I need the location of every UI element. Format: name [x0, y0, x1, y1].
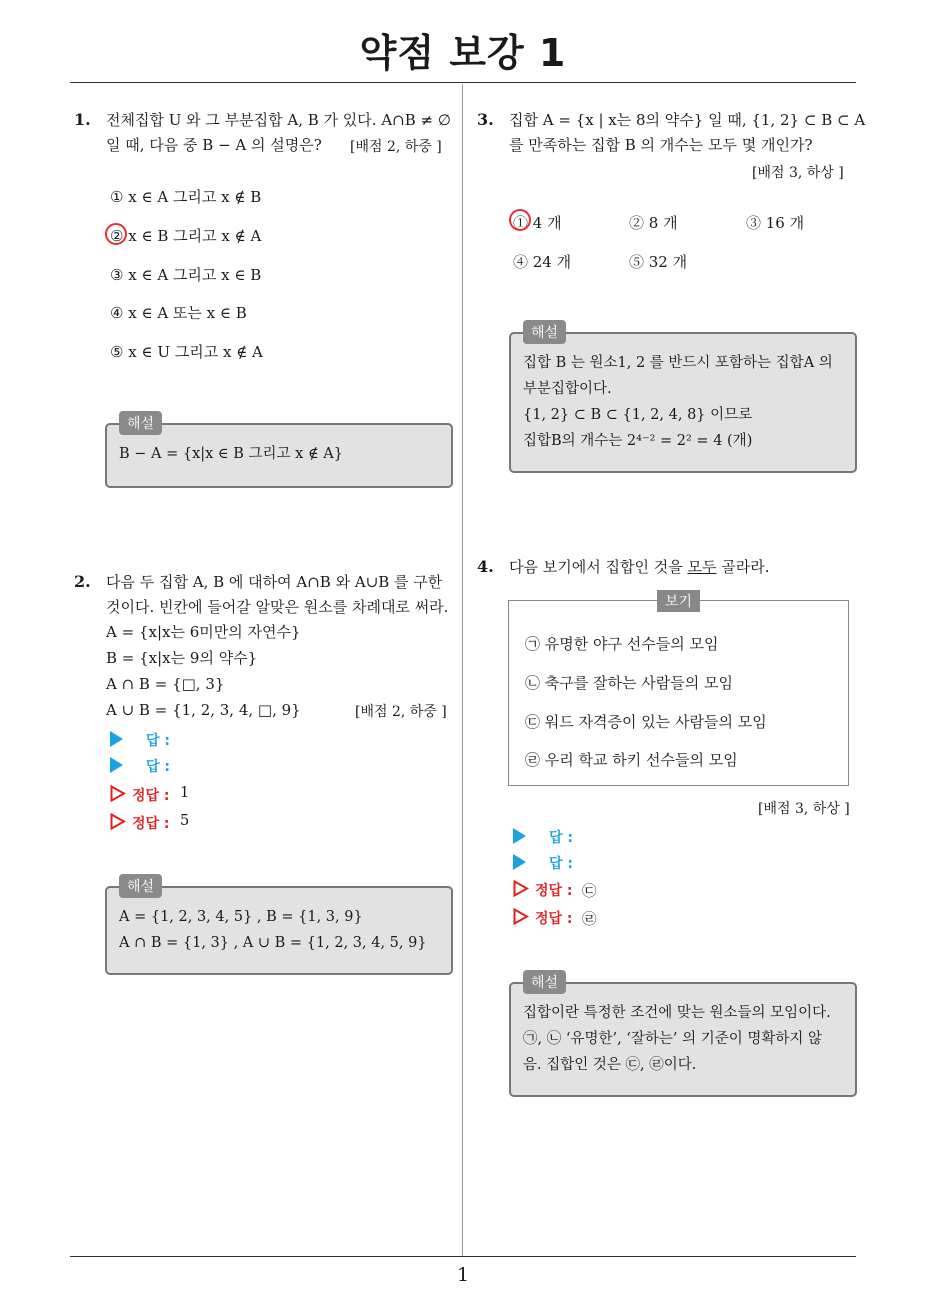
q4-correct-2-icon: [513, 908, 529, 925]
q4-bogi-item-3: ㉢ 워드 자격증이 있는 사람들의 모임: [525, 713, 767, 731]
q2-answer-2-icon: [110, 757, 123, 773]
q2-explanation-line1: A = {1, 2, 3, 4, 5} , B = {1, 3, 9}: [119, 909, 363, 925]
page-number: 1: [456, 1264, 470, 1286]
q4-bogi-box: [508, 600, 849, 786]
q1-option-1[interactable]: ① x ∈ A 그리고 x ∉ B: [110, 188, 262, 206]
q3-explanation-line4: 집합B의 개수는 2⁴⁻² = 2² = 4 (개): [523, 433, 753, 449]
q1-option-2[interactable]: ② x ∈ B 그리고 x ∉ A: [110, 227, 262, 245]
q4-meta: [배점 3, 하상 ]: [758, 801, 850, 817]
q3-explanation-line2: 부분집합이다.: [523, 381, 612, 397]
q4-answer-1-icon: [513, 828, 526, 844]
q2-stem-line1: 다음 두 집합 A, B 에 대하여 A∩B 와 A∪B 를 구한: [106, 573, 443, 591]
q3-option-4[interactable]: ④ 24 개: [513, 253, 572, 271]
q4-answer-2-label[interactable]: 답 :: [549, 856, 573, 872]
q2-correct-2-icon: [110, 813, 126, 830]
q4-bogi-label: 보기: [657, 590, 700, 612]
q2-answer-2-label[interactable]: 답 :: [146, 759, 170, 775]
q1-option-4[interactable]: ④ x ∈ A 또는 x ∈ B: [110, 304, 247, 322]
q2-correct-1-value: 1: [180, 785, 190, 801]
q3-explanation-line3: {1, 2} ⊂ B ⊂ {1, 2, 4, 8} 이므로: [523, 407, 753, 423]
q4-stem-emphasis: 모두: [687, 558, 717, 576]
q4-explanation-line3: 음. 집합인 것은 ㉢, ㉣이다.: [523, 1057, 697, 1073]
q4-stem-pre: 다음 보기에서 집합인 것을: [509, 558, 688, 576]
q2-set-a: A = {x|x는 6미만의 자연수}: [106, 623, 301, 641]
q1-number: 1.: [74, 110, 91, 129]
q2-explanation-label: 해설: [119, 874, 162, 898]
q1-selected-mark: [105, 223, 127, 245]
q3-number: 3.: [477, 110, 494, 129]
q4-bogi-item-1: ㉠ 유명한 야구 선수들의 모임: [525, 635, 719, 653]
q4-explanation-line2: ㉠, ㉡ ‘유명한’, ‘잘하는’ 의 기준이 명확하지 않: [523, 1031, 823, 1047]
q4-correct-1-value: ㉢: [582, 884, 597, 900]
q2-explanation-box: [105, 886, 453, 975]
q3-explanation-box: [509, 332, 857, 473]
q3-option-3[interactable]: ③ 16 개: [746, 214, 805, 232]
page-title: 약점 보강 1: [359, 31, 567, 75]
q4-bogi-item-4: ㉣ 우리 학교 하키 선수들의 모임: [525, 751, 738, 769]
q2-explanation-line2: A ∩ B = {1, 3} , A ∪ B = {1, 2, 3, 4, 5, 9}: [119, 935, 427, 951]
q2-intersection: A ∩ B = {□, 3}: [106, 675, 225, 693]
q1-meta: [배점 2, 하중 ]: [350, 139, 442, 155]
q2-set-b: B = {x|x는 9의 약수}: [106, 649, 258, 667]
top-rule: [70, 82, 856, 83]
q4-stem: [509, 555, 769, 580]
column-divider: [462, 84, 463, 1256]
q3-selected-mark: [509, 209, 531, 231]
q3-option-2[interactable]: ② 8 개: [629, 214, 678, 232]
q1-stem-line2: 일 때, 다음 중 B − A 의 설명은?: [106, 136, 322, 154]
q4-number: 4.: [477, 557, 494, 576]
q1-explanation-text: B − A = {x|x ∈ B 그리고 x ∉ A}: [119, 446, 343, 462]
q4-stem-post: 골라라.: [716, 558, 770, 576]
q2-stem-line2: 것이다. 빈칸에 들어갈 알맞은 원소를 차례대로 써라.: [106, 598, 449, 616]
q3-meta: [배점 3, 하상 ]: [752, 165, 844, 181]
bottom-rule: [70, 1256, 856, 1257]
q2-meta: [배점 2, 하중 ]: [355, 704, 447, 720]
q4-correct-1-label: 정답 :: [535, 883, 573, 899]
q4-answer-1-label[interactable]: 답 :: [549, 830, 573, 846]
q1-stem-line1: 전체집합 U 와 그 부분집합 A, B 가 있다. A∩B ≠ ∅: [106, 111, 451, 129]
q4-explanation-box: [509, 982, 857, 1097]
q3-explanation-line1: 집합 B 는 원소1, 2 를 반드시 포함하는 집합A 의: [523, 355, 833, 371]
q4-explanation-label: 해설: [523, 970, 566, 994]
q2-union: A ∪ B = {1, 2, 3, 4, □, 9}: [106, 701, 301, 719]
q1-option-3[interactable]: ③ x ∈ A 그리고 x ∈ B: [110, 266, 262, 284]
q4-answer-2-icon: [513, 854, 526, 870]
q3-stem-line2: 를 만족하는 집합 B 의 개수는 모두 몇 개인가?: [509, 136, 813, 154]
q2-answer-1-icon: [110, 731, 123, 747]
q2-correct-2-value: 5: [180, 813, 190, 829]
q4-correct-1-icon: [513, 880, 529, 897]
q2-number: 2.: [74, 572, 91, 591]
q4-bogi-item-2: ㉡ 축구를 잘하는 사람들의 모임: [525, 674, 733, 692]
q2-correct-2-label: 정답 :: [132, 816, 170, 832]
q3-explanation-label: 해설: [523, 320, 566, 344]
q2-answer-1-label[interactable]: 답 :: [146, 733, 170, 749]
q3-stem-line1: 집합 A = {x | x는 8의 약수} 일 때, {1, 2} ⊂ B ⊂ A: [509, 111, 866, 129]
q4-explanation-line1: 집합이란 특정한 조건에 맞는 원소들의 모임이다.: [523, 1005, 831, 1021]
q2-correct-1-icon: [110, 785, 126, 802]
q3-option-1[interactable]: ① 4 개: [513, 214, 562, 232]
q4-correct-2-value: ㉣: [582, 912, 597, 928]
q3-option-5[interactable]: ⑤ 32 개: [629, 253, 688, 271]
q2-correct-1-label: 정답 :: [132, 788, 170, 804]
q1-explanation-label: 해설: [119, 411, 162, 435]
q1-option-5[interactable]: ⑤ x ∈ U 그리고 x ∉ A: [110, 343, 263, 361]
q4-correct-2-label: 정답 :: [535, 911, 573, 927]
